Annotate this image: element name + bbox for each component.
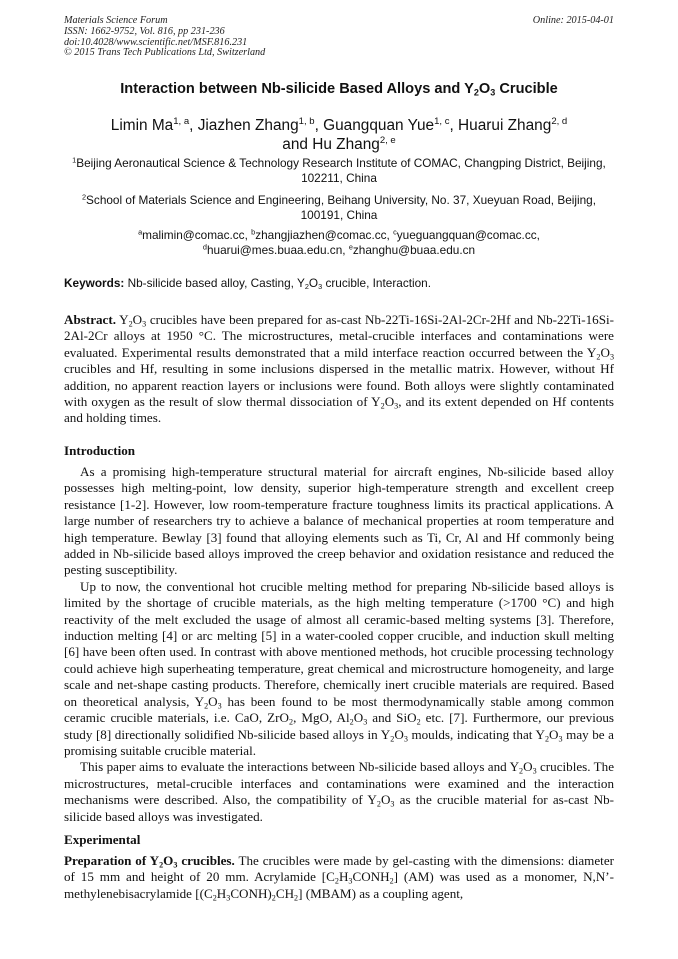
abstract: Abstract. $Y_2O_3$ crucibles have been prepared for as-cast Nb-22Ti-16Si-2Al-2Cr-2Hf and Nb-22Ti-16Si-2Al-2Cr alloys at 1950 °C. The microstructures, metal-crucible interfaces and contaminations were evaluated. Experimental results demonstrated that a mild interface reaction occurred between the $Y_2O_3$ crucibles and Hf, resulting in some inclusions dispersed in the metallic matrix. However, without Hf addition, no apparent reaction layers or inclusions were found. Both alloys were slightly contaminated with oxygen as the result of slow thermal dissociation of $Y_2O_3$, and its extent depended on Hf contents and holding times. <box>64 312 614 426</box>
section-heading-experimental: Experimental <box>64 832 141 847</box>
doi: doi:10.4028/www.scientific.net/MSF.816.231 <box>64 36 248 48</box>
email[interactable]: $^b$zhangjiazhen@comac.cc, <box>251 227 394 242</box>
author: Limin Ma$^{1, a}$, <box>110 115 198 134</box>
email[interactable]: $^a$malimin@comac.cc, <box>138 227 252 242</box>
author: Huarui Zhang$^{2, d}$ <box>458 115 568 134</box>
issn: ISSN: 1662-9752, Vol. 816, pp 231-236 <box>64 25 225 37</box>
paragraph: Up to now, the conventional hot crucible melting method for preparing Nb-silicide based alloys is limited by the shortage of crucible materials, as the high melting temperature (>1700 °C) and high reactivity of the melt excluded the usage of almost all ceramic-based melting systems [3]. Therefore, induction melting [4] or arc melting [5] in a water-cooled copper crucible, and induction skull melting [6] have been often used. In contrast with above mentioned methods, hot crucible processing technology could achieve high superheating temperature, great chemical and microstructure homogeneity, and large scale and net-shape casting products. Therefore, chemically inert crucible materials are required. Based on theoretical analysis, $Y_2O_3$ has been found to be most thermodynamically stable among common ceramic crucible materials, i.e. CaO, ZrO$_2$, MgO, $Al_2O_3$ and SiO$_2$ etc. [7]. Furthermore, our previous study [8] directionally solidified Nb-silicide based alloys in $Y_2O_3$ moulds, indicating that $Y_2O_3$ may be a promising suitable crucible material. <box>64 578 615 758</box>
paragraph: As a promising high-temperature structural material for aircraft engines, Nb-silicide based alloy possesses high melting-point, low density, superior high-temperature strength and excellent creep resistance [1-2]. However, low room-temperature fracture toughness limits its practical applications. A large number of researchers try to achieve a balance of mechanical properties at room temperature and high temperature. Bewlay [3] found that alloying elements such as Ti, Cr, Al and Hf commonly being added in Nb-silicide based alloys improved the creep behavior and oxidation resistance and reduced the pesting susceptibility. <box>64 464 614 578</box>
keywords: Keywords: Nb-silicide based alloy, Casting, $Y_2O_3$ crucible, Interaction. <box>64 276 432 292</box>
paper-title: Interaction between Nb-silicide Based Alloys and $Y_2O_3$ Crucible <box>120 81 558 98</box>
abstract-label: Abstract. <box>64 312 116 327</box>
author: Guangquan Yue$^{1, c}$, <box>323 115 459 134</box>
online-date: Online: 2015-04-01 <box>532 15 614 26</box>
journal-name: Materials Science Forum <box>64 15 168 26</box>
section-heading-introduction: Introduction <box>64 443 136 458</box>
author: and Hu Zhang$^{2, e}$ <box>282 134 396 153</box>
email[interactable]: $^e$zhanghu@buaa.edu.cn <box>348 242 476 257</box>
journal-header <box>64 16 265 59</box>
affiliation-2: $^2$School of Materials Science and Engineering, Beihang University, No. 37, Xueyuan Road, Beijing, 100191, China <box>81 192 597 222</box>
author-list <box>70 116 608 154</box>
experimental-body: Preparation of $Y_2O_3$ crucibles. The crucibles were made by gel-casting with the dimensions: diameter of 15 mm and height of 20 mm. Acrylamide $[C_2H_3CONH_2]$ (AM) was used as a monomer, N,N’-methylenebisacrylamide $[(C_2H_3CONH)_2CH_2]$ (MBAM) as a coupling agent, <box>64 853 614 903</box>
paragraph: This paper aims to evaluate the interactions between Nb-silicide based alloys and $Y_2O_3$ crucibles. The microstructures, metal-crucible interfaces and contaminations were examined and the interaction mechanisms were described. Also, the compatibility of $Y_2O_3$ as the crucible material for as-cast Nb-silicide based alloys was investigated. <box>64 759 615 824</box>
introduction-body <box>64 464 614 825</box>
keywords-label: Keywords: <box>64 276 125 290</box>
author-emails <box>66 228 612 258</box>
copyright: © 2015 Trans Tech Publications Ltd, Switzerland <box>64 47 266 59</box>
email[interactable]: $^d$huarui@mes.buaa.edu.cn, <box>202 242 349 257</box>
email[interactable]: $^c$yueguangquan@comac.cc, <box>393 227 540 242</box>
affiliation-1: $^1$Beijing Aeronautical Science & Technology Research Institute of COMAC, Changping District, Beijing, 102211, China <box>72 155 606 185</box>
author: Jiazhen Zhang$^{1, b}$, <box>197 115 324 134</box>
subsection-heading: Preparation of $Y_2O_3$ crucibles. <box>64 853 235 870</box>
